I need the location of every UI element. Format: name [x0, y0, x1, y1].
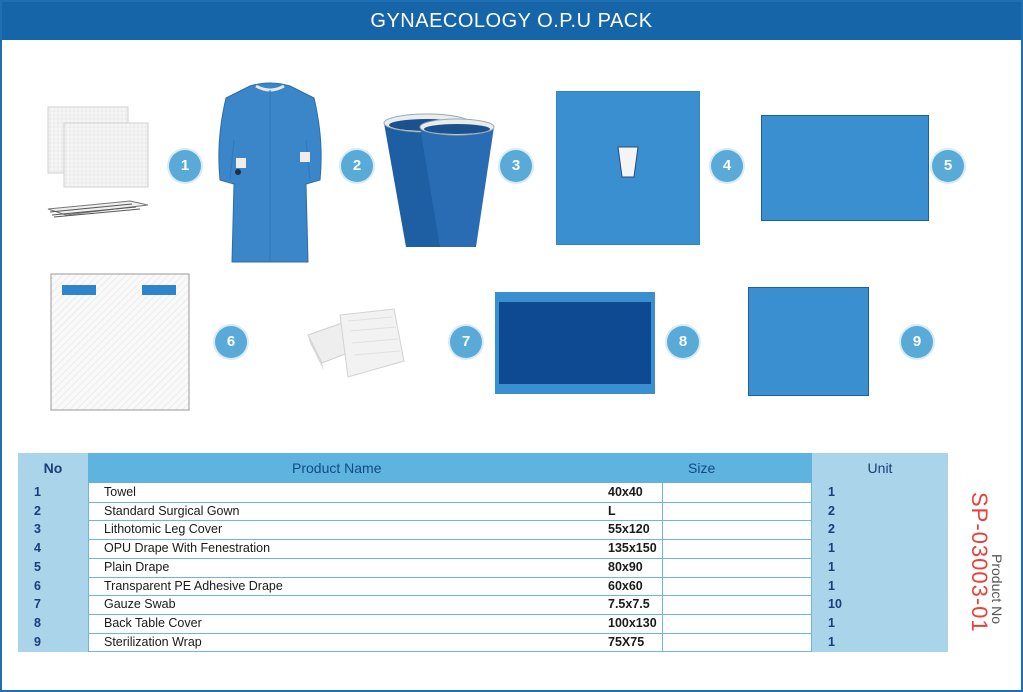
row-name: Plain Drape — [104, 559, 170, 574]
row-no: 3 — [34, 522, 41, 537]
row-unit: 2 — [828, 503, 835, 518]
item-badge-7: 7 — [450, 326, 482, 358]
row-name: Standard Surgical Gown — [104, 503, 240, 518]
row-unit: 10 — [828, 597, 842, 612]
product-label: Product No — [989, 554, 1005, 625]
table-row — [18, 558, 948, 577]
row-no: 4 — [34, 541, 41, 556]
row-no: 1 — [34, 485, 41, 499]
table-row — [18, 502, 948, 521]
header-name-size — [88, 453, 812, 483]
row-name: Lithotomic Leg Cover — [104, 522, 223, 537]
fenestrated-drape-icon — [556, 91, 700, 245]
item-badge-4: 4 — [711, 150, 743, 182]
row-name: Towel — [104, 485, 136, 499]
row-unit: 1 — [828, 559, 835, 574]
towel-icon — [44, 105, 154, 225]
row-no: 8 — [34, 615, 41, 630]
item-badge-6: 6 — [215, 326, 247, 358]
sterilization-wrap-icon — [748, 287, 869, 396]
surgical-gown-icon — [214, 80, 326, 264]
page-title: GYNAECOLOGY O.P.U PACK — [2, 2, 1021, 40]
row-size: 75X75 — [608, 634, 645, 649]
header-no: No — [18, 453, 88, 483]
header-unit: Unit — [812, 453, 948, 483]
row-name: Back Table Cover — [104, 615, 202, 630]
row-size: 100x130 — [608, 615, 657, 630]
row-size: 40x40 — [608, 485, 643, 499]
table-header — [18, 453, 948, 483]
row-unit: 1 — [828, 634, 835, 649]
row-size: L — [608, 503, 616, 518]
row-size: 55x120 — [608, 522, 650, 537]
item-badge-2: 2 — [341, 150, 373, 182]
item-badge-9: 9 — [901, 326, 933, 358]
header-name: Product Name — [292, 460, 382, 476]
table-body — [18, 483, 948, 652]
item-badge-3: 3 — [500, 150, 532, 182]
item-badge-5: 5 — [932, 150, 964, 182]
header-size: Size — [688, 460, 716, 476]
product-number — [957, 492, 1007, 662]
item-badge-1: 1 — [169, 150, 201, 182]
row-size: 60x60 — [608, 578, 643, 593]
row-unit: 1 — [828, 615, 835, 630]
table-row — [18, 577, 948, 596]
row-name: Transparent PE Adhesive Drape — [104, 578, 283, 593]
row-no: 2 — [34, 503, 41, 518]
row-size: 135x150 — [608, 541, 657, 556]
row-unit: 1 — [828, 485, 835, 499]
product-code: SP-03003-01 — [967, 492, 992, 633]
row-name: Gauze Swab — [104, 597, 176, 612]
row-no: 7 — [34, 597, 41, 612]
row-unit: 2 — [828, 522, 835, 537]
row-no: 6 — [34, 578, 41, 593]
table-row — [18, 520, 948, 539]
row-size: 80x90 — [608, 559, 643, 574]
plain-drape-icon — [761, 115, 929, 221]
row-unit: 1 — [828, 541, 835, 556]
table-row — [18, 539, 948, 558]
row-name: OPU Drape With Fenestration — [104, 541, 271, 556]
table-row — [18, 483, 948, 502]
row-name: Sterilization Wrap — [104, 634, 202, 649]
gauze-swab-icon — [302, 305, 410, 381]
row-size: 7.5x7.5 — [608, 597, 650, 612]
table-row — [18, 595, 948, 614]
table-row — [18, 633, 948, 652]
row-unit: 1 — [828, 578, 835, 593]
table-row — [18, 614, 948, 633]
leg-cover-icon — [380, 109, 498, 251]
transparent-drape-icon — [50, 273, 190, 411]
row-no: 9 — [34, 634, 41, 649]
item-badge-8: 8 — [667, 326, 699, 358]
row-no: 5 — [34, 559, 41, 574]
back-table-cover-icon — [495, 292, 655, 394]
